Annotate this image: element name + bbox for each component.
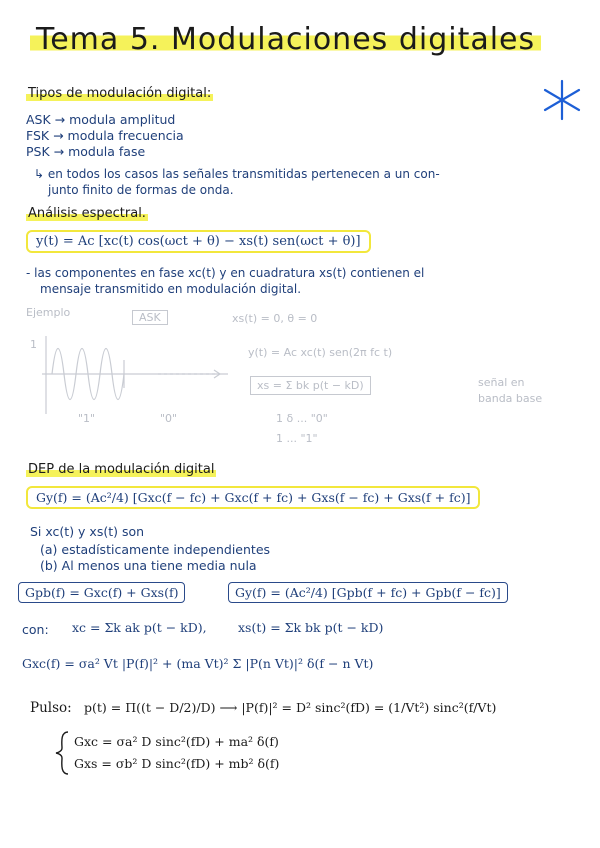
note-line-2: junto finito de formas de onda. [48,183,234,197]
faded-ask-waveform [38,330,238,420]
faded-cases: 1 δ ... "0" [276,412,328,425]
equation-gxc-general: Gxc(f) = σa² Vt |P(f)|² + (ma Vt)² Σ |P(n Vt)|² δ(f − n Vt) [22,656,374,671]
equation-gy-full: Gy(f) = (Ac²/4) [Gxc(f − fc) + Gxc(f + fc) + Gxs(f − fc) + Gxs(f + fc)] [26,486,480,509]
faded-sub0: "0" [160,412,178,425]
section-heading-analisis: Análisis espectral. [28,206,146,221]
list-item-fsk: FSK → modula frecuencia [26,128,184,143]
pulse-equation: p(t) = Π((t − D/2)/D) ⟶ |P(f)|² = D² sinc²(fD) = (1/Vt²) sinc²(f/Vt) [84,700,497,715]
condition-line: Si xc(t) y xs(t) son [30,524,145,539]
faded-yt: y(t) = Ac xc(t) sen(2π fc t) [248,346,393,359]
section-heading-tipos: Tipos de modulación digital: [28,86,212,101]
equation-yt: y(t) = Ac [xc(t) cos(ωct + θ) − xs(t) sen(ωct + θ)] [26,230,371,253]
list-item-ask: ASK → modula amplitud [26,112,176,127]
brace-icon [52,730,72,776]
con-xs-eq: xs(t) = Σk bk p(t − kD) [238,620,384,635]
list-item-psk: PSK → modula fase [26,144,146,159]
equation-gxc-pulse: Gxc = σa² D sinc²(fD) + ma² δ(f) [74,734,279,749]
faded-ask-label: ASK [132,310,168,325]
pulse-label: Pulso: [30,700,72,716]
section-heading-dep: DEP de la modulación digital [28,462,215,477]
asterisk-doodle-icon [540,78,584,122]
faded-sub1: "1" [78,412,96,425]
faded-banda: banda base [478,392,543,405]
equation-gy-box: Gy(f) = (Ac²/4) [Gpb(f + fc) + Gpb(f − fc)] [228,582,508,603]
condition-b: (b) Al menos una tiene media nula [40,558,257,573]
condition-a: (a) estadísticamente independientes [40,542,271,557]
con-xc-eq: xc = Σk ak p(t − kD), [72,620,207,635]
bullet-line-2: mensaje transmitido en modulación digital. [40,282,302,296]
faded-condition: xs(t) = 0, θ = 0 [232,312,318,325]
con-label: con: [22,622,49,637]
note-line-1: ↳ en todos los casos las señales transmitidas pertenecen a un con- [34,167,440,181]
faded-xs-sum: xs = Σ bk p(t − kD) [250,376,371,395]
page-title: Tema 5. Modulaciones digitales [30,22,541,57]
faded-example-label: Ejemplo [26,306,71,319]
bullet-line-1: - las componentes en fase xc(t) y en cuadratura xs(t) contienen el [26,266,425,280]
equation-gxs-pulse: Gxs = σb² D sinc²(fD) + mb² δ(f) [74,756,280,771]
faded-one: 1 [30,338,37,351]
faded-cases2: 1 ... "1" [276,432,318,445]
equation-gpb-box: Gpb(f) = Gxc(f) + Gxs(f) [18,582,185,603]
faded-senal: señal en [478,376,525,389]
